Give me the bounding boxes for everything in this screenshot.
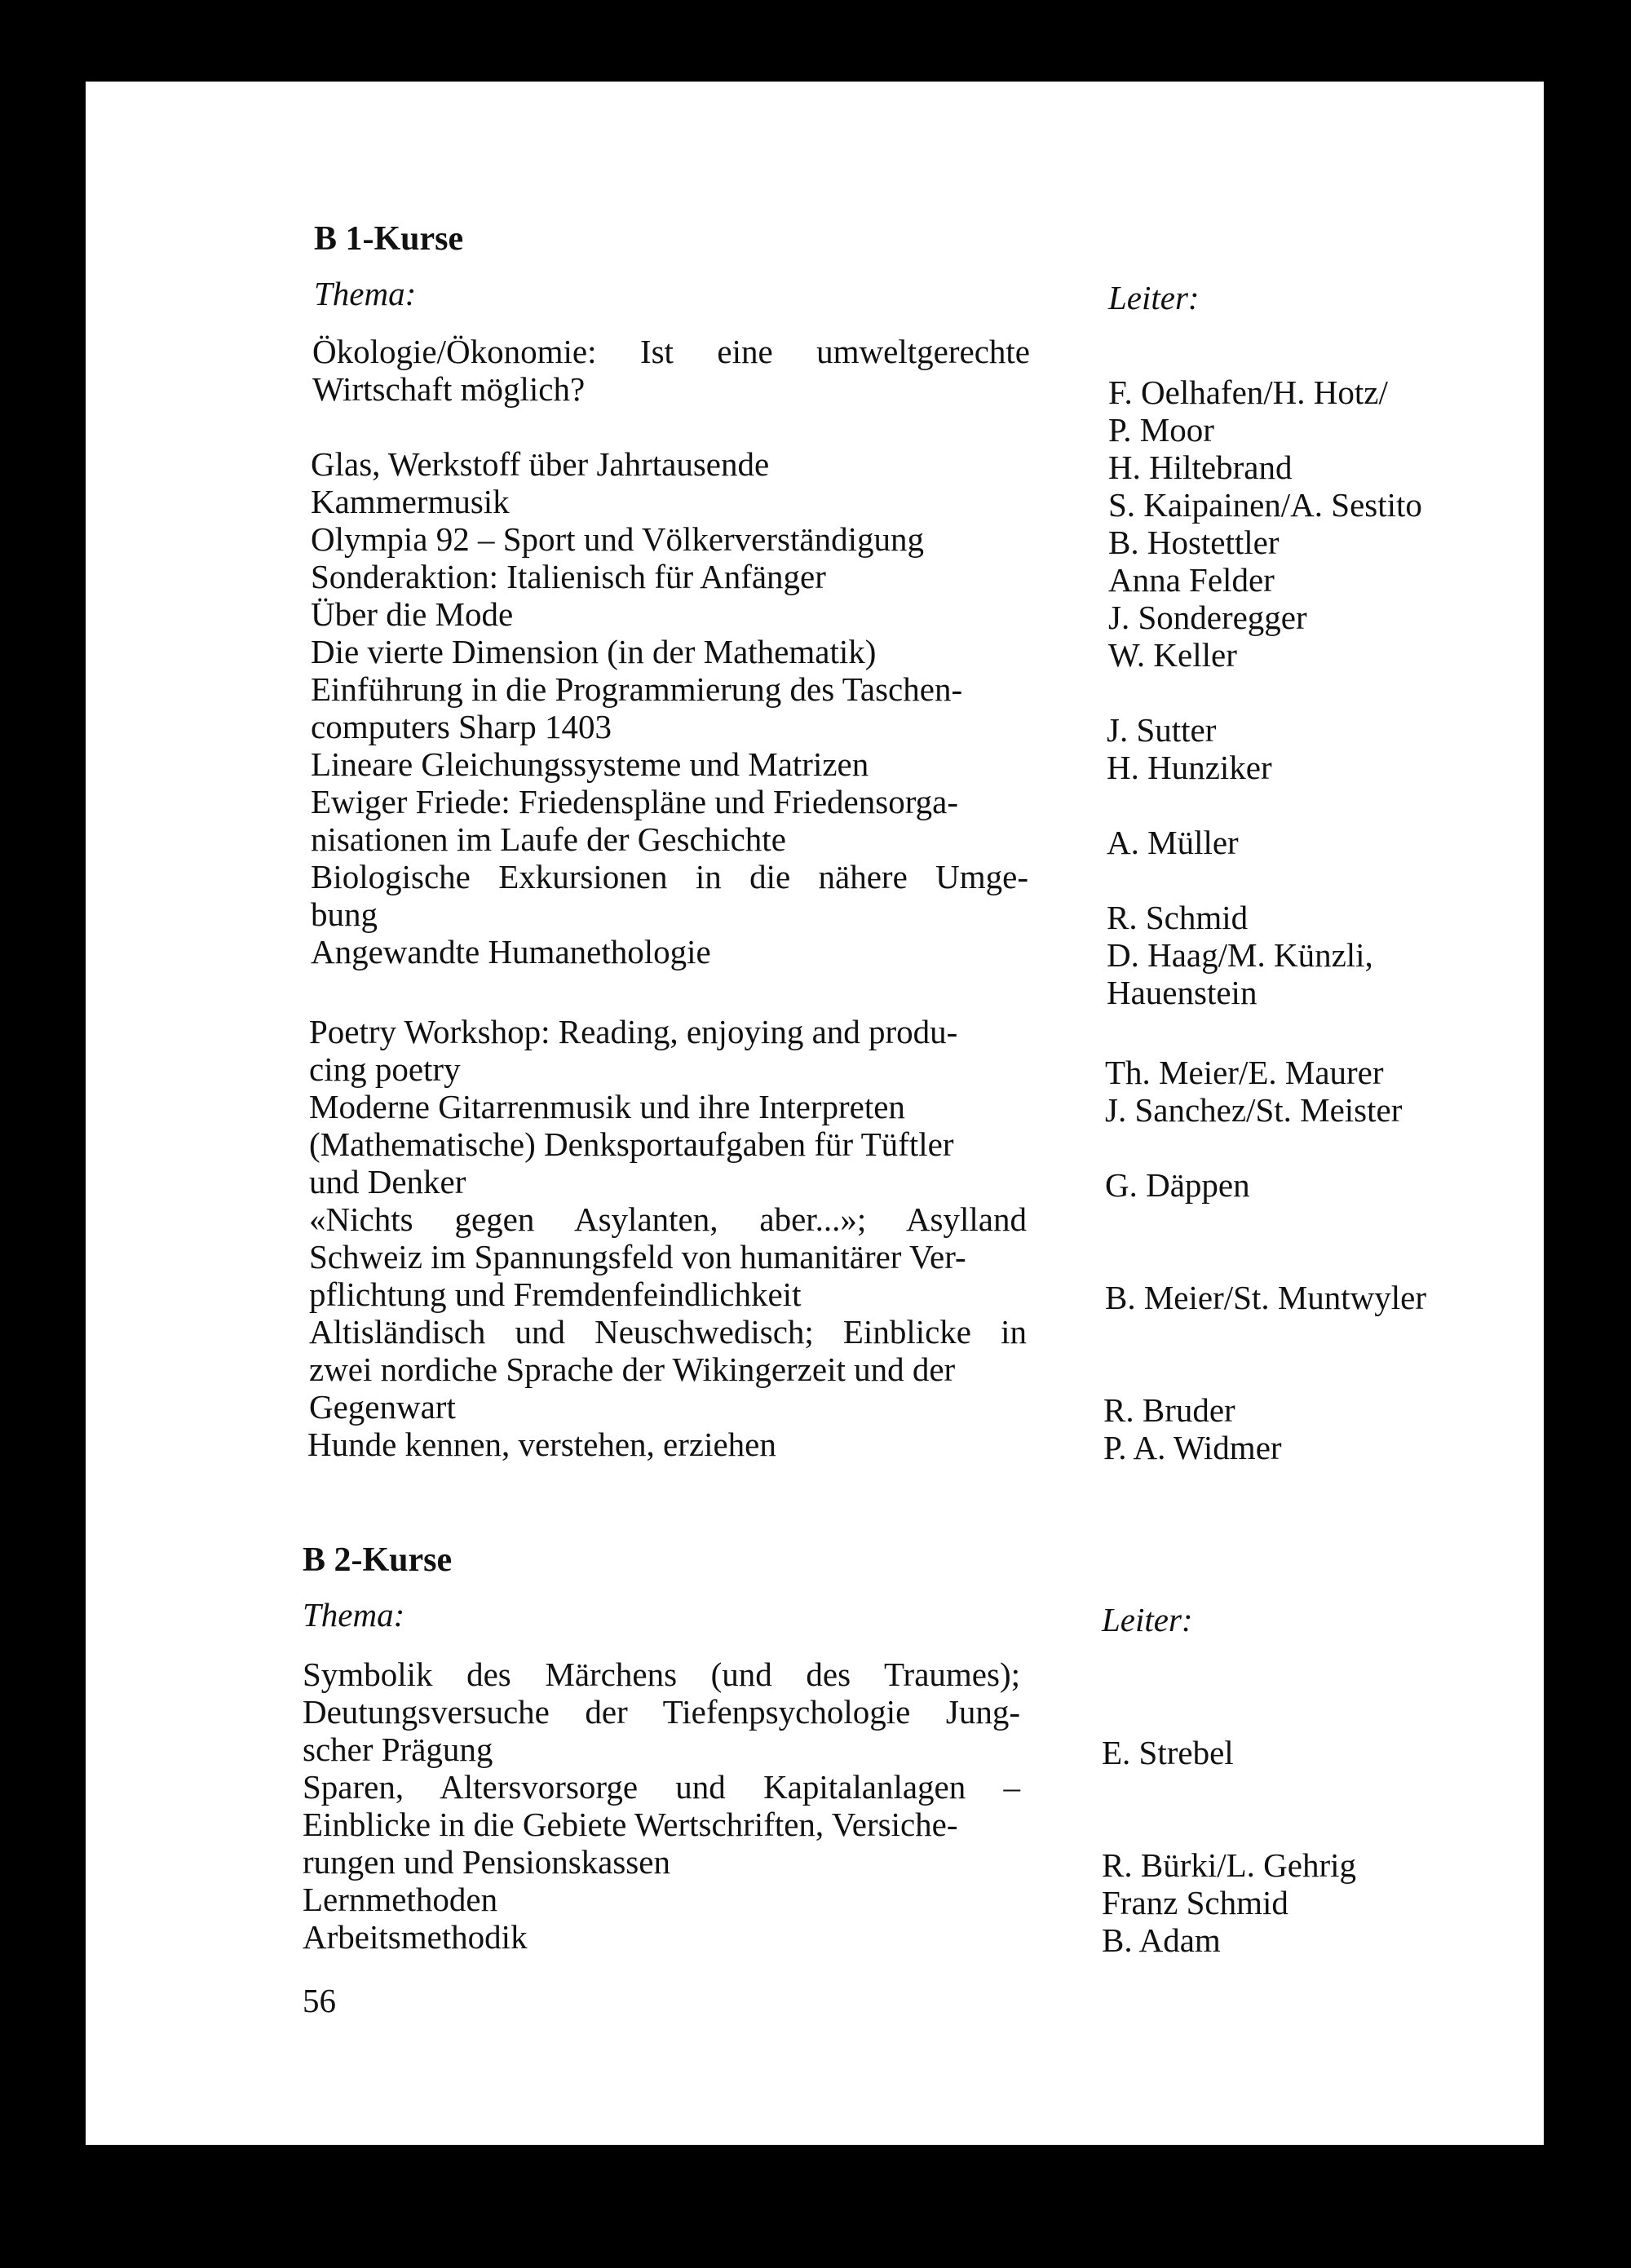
b1-topic-line: Angewandte Humanethologie bbox=[311, 933, 711, 970]
b1-topic-line: Olympia 92 – Sport und Völkerverständigung bbox=[311, 520, 924, 558]
b1-topic-line: (Mathematische) Denksportaufgaben für Tüftler bbox=[309, 1125, 954, 1163]
b1-topic-line: cing poetry bbox=[309, 1050, 461, 1088]
b2-leader-line: R. Bürki/L. Gehrig bbox=[1102, 1846, 1357, 1884]
b1-topic-line: Altisländisch und Neuschwedisch; Einblicke in bbox=[309, 1313, 1027, 1351]
b1-leader-line: P. Moor bbox=[1108, 411, 1214, 449]
b1-leader-line: B. Meier/St. Muntwyler bbox=[1105, 1279, 1427, 1316]
b1-leader-line: R. Bruder bbox=[1103, 1391, 1235, 1429]
b1-leader-line: R. Schmid bbox=[1107, 899, 1249, 936]
b1-section-title: B 1-Kurse bbox=[314, 220, 464, 258]
b2-topic-line: rungen und Pensionskassen bbox=[303, 1843, 670, 1881]
b1-topic-line: Moderne Gitarrenmusik und ihre Interpreten bbox=[309, 1088, 905, 1125]
b2-leader-line: Franz Schmid bbox=[1102, 1884, 1288, 1921]
b1-topic-line: Hunde kennen, verstehen, erziehen bbox=[307, 1426, 776, 1463]
b2-topic-line: Arbeitsmethodik bbox=[303, 1918, 528, 1956]
b1-topic-line: computers Sharp 1403 bbox=[311, 708, 612, 745]
b1-leader-line: W. Keller bbox=[1108, 636, 1237, 674]
b1-leader-line: D. Haag/M. Künzli, bbox=[1107, 936, 1373, 974]
b1-leader-line: S. Kaipainen/A. Sestito bbox=[1108, 486, 1422, 524]
page-number: 56 bbox=[303, 1982, 336, 2019]
b1-leader-line: H. Hunziker bbox=[1107, 749, 1272, 786]
b1-topic-line: nisationen im Laufe der Geschichte bbox=[311, 820, 786, 858]
b2-leader-line: B. Adam bbox=[1102, 1921, 1221, 1959]
b1-topic-line: Über die Mode bbox=[311, 595, 514, 633]
b1-leader-line: A. Müller bbox=[1107, 824, 1239, 861]
b1-leader-line: Anna Felder bbox=[1108, 561, 1275, 599]
b1-topic-line: Schweiz im Spannungsfeld von humanitärer Ver- bbox=[309, 1238, 966, 1275]
b1-topic-line: zwei nordiche Sprache der Wikingerzeit und der bbox=[309, 1351, 956, 1388]
b1-topic-line: Ökologie/Ökonomie: Ist eine umweltgerechte bbox=[312, 333, 1030, 370]
b1-topic-line: Sonderaktion: Italienisch für Anfänger bbox=[311, 558, 826, 595]
b1-leader-line: Hauenstein bbox=[1107, 974, 1258, 1011]
b1-topic-line: pflichtung und Fremdenfeindlichkeit bbox=[309, 1275, 802, 1313]
b2-topic-line: Lernmethoden bbox=[303, 1881, 498, 1918]
b1-topic-line: Kammermusik bbox=[311, 483, 510, 520]
b1-topic-header: Thema: bbox=[314, 275, 417, 312]
b1-leader-line: B. Hostettler bbox=[1108, 524, 1280, 561]
b2-topic-line: Deutungsversuche der Tiefenpsychologie Jung- bbox=[303, 1693, 1020, 1731]
b2-topic-line: Sparen, Altersvorsorge und Kapitalanlagen – bbox=[303, 1768, 1020, 1806]
b1-topic-line: bung bbox=[311, 895, 378, 933]
b1-topic-line: Ewiger Friede: Friedenspläne und Friedensorga- bbox=[311, 783, 958, 820]
b2-topic-header: Thema: bbox=[303, 1596, 405, 1634]
b2-topic-line: Symbolik des Märchens (und des Traumes); bbox=[303, 1656, 1020, 1693]
b1-topic-line: «Nichts gegen Asylanten, aber...»; Asylland bbox=[309, 1200, 1027, 1238]
b1-topic-line: Biologische Exkursionen in die nähere Umge- bbox=[311, 858, 1028, 895]
b2-leader-header: Leiter: bbox=[1102, 1601, 1193, 1638]
b1-topic-line: Glas, Werkstoff über Jahrtausende bbox=[311, 445, 770, 483]
b1-topic-line: und Denker bbox=[309, 1163, 466, 1200]
b1-leader-line: J. Sutter bbox=[1107, 711, 1217, 749]
b1-topic-line: Gegenwart bbox=[309, 1388, 456, 1426]
b1-topic-line: Poetry Workshop: Reading, enjoying and produ- bbox=[309, 1013, 958, 1050]
b1-topic-line: Wirtschaft möglich? bbox=[312, 370, 586, 408]
b1-leader-line: G. Däppen bbox=[1105, 1166, 1250, 1204]
b1-leader-line: F. Oelhafen/H. Hotz/ bbox=[1108, 374, 1388, 411]
b2-topic-line: Einblicke in die Gebiete Wertschriften, Versiche- bbox=[303, 1806, 958, 1843]
b2-section-title: B 2-Kurse bbox=[303, 1541, 453, 1579]
b1-topic-line: Lineare Gleichungssysteme und Matrizen bbox=[311, 745, 869, 783]
b1-leader-line: J. Sanchez/St. Meister bbox=[1105, 1091, 1403, 1129]
b1-leader-header: Leiter: bbox=[1108, 279, 1200, 316]
document-page bbox=[86, 82, 1544, 2145]
b1-leader-line: J. Sonderegger bbox=[1108, 599, 1307, 636]
b2-leader-line: E. Strebel bbox=[1102, 1734, 1234, 1771]
b1-topic-line: Die vierte Dimension (in der Mathematik) bbox=[311, 633, 877, 670]
b1-topic-line: Einführung in die Programmierung des Taschen- bbox=[311, 670, 963, 708]
b1-leader-line: H. Hiltebrand bbox=[1108, 449, 1293, 486]
b1-leader-line: P. A. Widmer bbox=[1103, 1429, 1282, 1466]
b1-leader-line: Th. Meier/E. Maurer bbox=[1105, 1054, 1384, 1091]
b2-topic-line: scher Prägung bbox=[303, 1731, 493, 1768]
